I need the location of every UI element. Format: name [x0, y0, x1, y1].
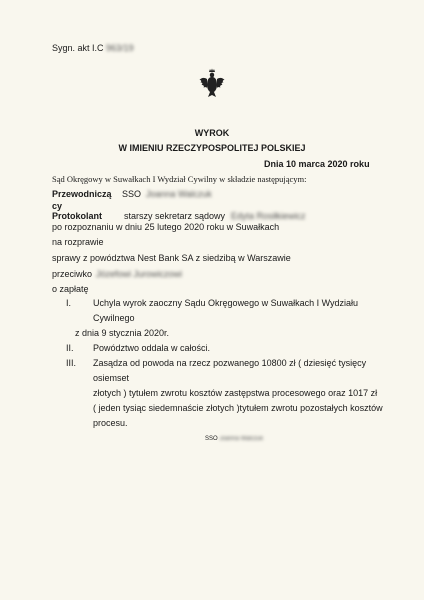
clerk-label: Protokolant [52, 211, 103, 221]
case-parties: sprawy z powództwa Nest Bank SA z siedzibą w Warszawie [52, 253, 291, 263]
footer-title: SSO [205, 436, 218, 442]
document-subtitle: W IMIENIU RZECZYPOSPOLITEJ POLSKIEJ [118, 143, 306, 153]
chair-title: SSO [122, 189, 142, 199]
clerk-role: starszy sekretarz sądowy [124, 211, 226, 221]
chair-label-cont: cy [52, 201, 63, 211]
ruling-text: procesu. [93, 418, 128, 428]
footer-judge-name: Joanna Walczuk [219, 436, 264, 442]
eagle-emblem-icon [199, 68, 225, 98]
ruling-text: osiemset [93, 373, 130, 383]
judgment-date: Dnia 10 marca 2020 roku [264, 159, 370, 169]
case-signature-number: 963/19 [106, 43, 134, 53]
chair-label: Przewodniczą [52, 189, 112, 199]
ruling-text: Uchyla wyrok zaoczny Sądu Okręgowego w Suwałkach I Wydziału [93, 298, 359, 308]
defendant-name: Józefowi Jurowiczowi [96, 269, 183, 279]
hearing-type: na rozprawie [52, 237, 104, 247]
ruling-text: Zasądza od powoda na rzecz pozwanego 10800 zł ( dziesięć tysięcy [93, 358, 367, 368]
ruling-number: I. [66, 298, 72, 308]
ruling-number: II. [66, 343, 74, 353]
case-signature-prefix: Sygn. akt I.C [52, 43, 104, 53]
clerk-name: Edyta Rosiłkiewicz [231, 211, 306, 221]
ruling-text: ( jeden tysiąc siedemnaście złotych )tytułem zwrotu pozostałych kosztów [93, 403, 383, 413]
ruling-number: III. [66, 358, 77, 368]
footer-signature [205, 436, 263, 442]
ruling-text: złotych ) tytułem zwrotu kosztów zastępstwa procesowego oraz 1017 zł [93, 388, 378, 398]
document-title: WYROK [194, 128, 230, 138]
chair-name: Joanna Walczuk [146, 189, 212, 199]
case-signature [52, 43, 134, 53]
court-composition: Sąd Okręgowy w Suwałkach I Wydział Cywilny w składzie następującym: [52, 174, 307, 184]
ruling-text: Cywilnego [93, 313, 135, 323]
ruling-text: Powództwo oddala w całości. [93, 343, 211, 353]
case-subject: o zapłatę [52, 284, 89, 294]
ruling-text: z dnia 9 stycznia 2020r. [75, 328, 170, 338]
hearing-line: po rozpoznaniu w dniu 25 lutego 2020 roku w Suwałkach [52, 222, 280, 232]
against-label: przeciwko [52, 269, 93, 279]
